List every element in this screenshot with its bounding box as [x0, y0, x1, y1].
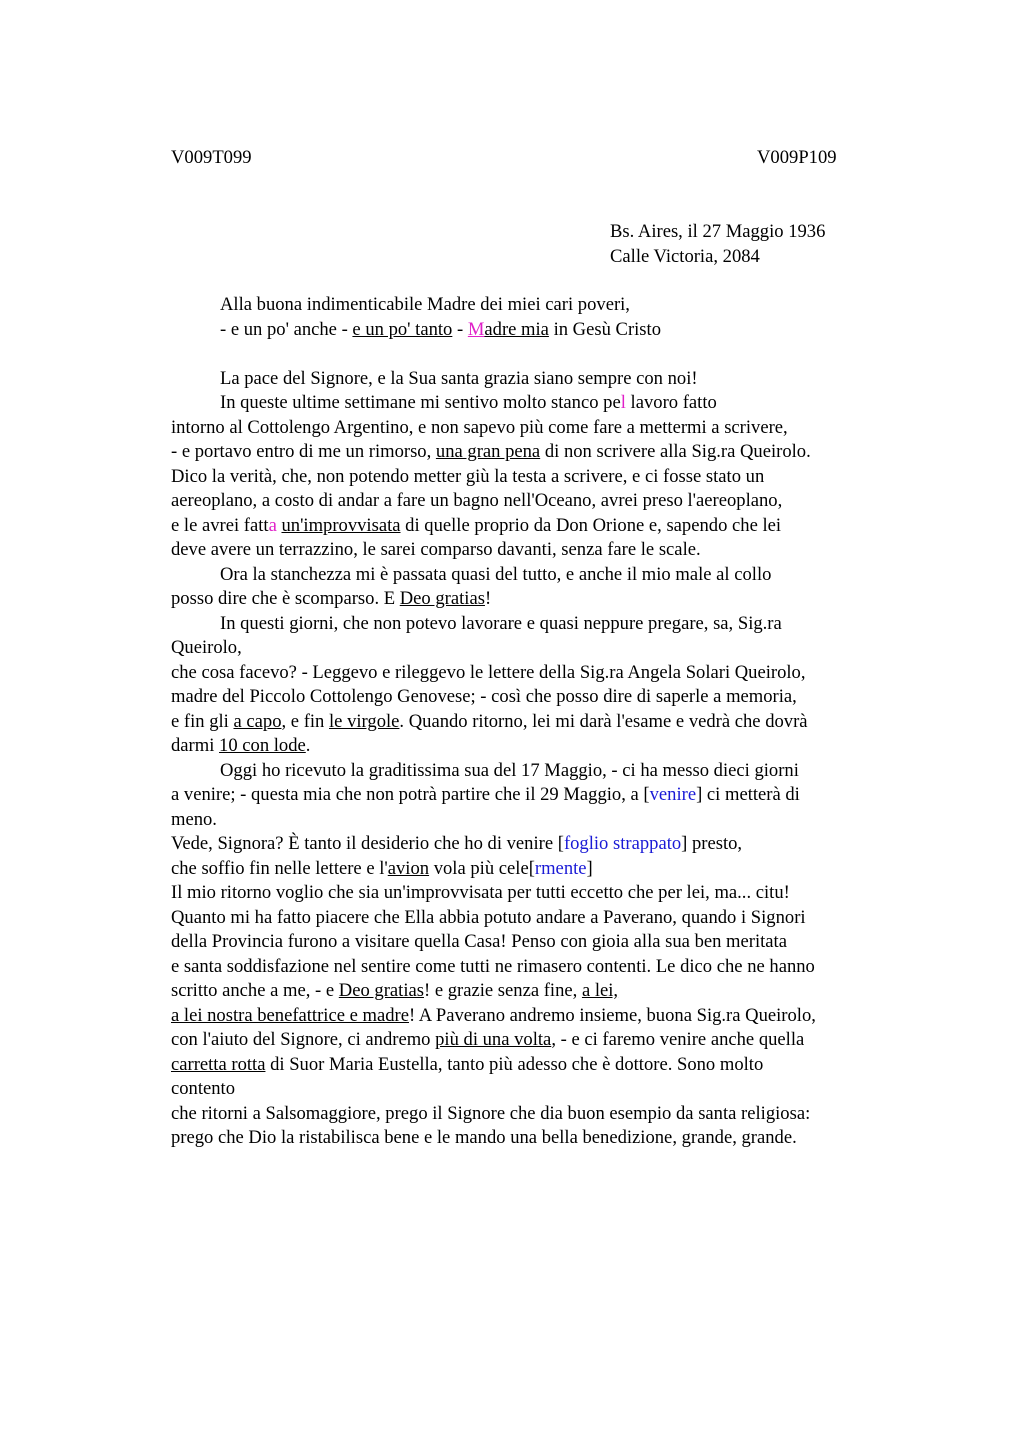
document-code-right: V009P109 — [757, 147, 837, 168]
text-line: La pace del Signore, e la Sua santa grazia siano sempre con noi! — [220, 367, 698, 389]
text-line: carretta rotta di Suor Maria Eustella, tanto più adesso che è dottore. Sono molto — [171, 1053, 764, 1075]
text-line: intorno al Cottolengo Argentino, e non sapevo più come fare a mettermi a scrivere, — [171, 416, 788, 438]
text-line: che ritorni a Salsomaggiore, prego il Signore che dia buon esempio da santa religiosa: — [171, 1102, 811, 1124]
text-line: madre del Piccolo Cottolengo Genovese; - così che posso dire di saperle a memoria, — [171, 686, 797, 707]
text-line: Vede, Signora? È tanto il desiderio che ho di venire [foglio strappato] presto, — [171, 833, 743, 854]
text-line: Ora la stanchezza mi è passata quasi del tutto, e anche il mio male al collo — [220, 563, 772, 585]
text-line: Quanto mi ha fatto piacere che Ella abbia potuto andare a Paverano, quando i Signori — [171, 906, 806, 928]
place-date-block — [610, 220, 825, 269]
text-line: e le avrei fatta un'improvvisata di quelle proprio da Don Orione e, sapendo che lei — [171, 514, 782, 536]
letter-body — [171, 293, 931, 1151]
document-code-left: V009T099 — [171, 147, 252, 168]
text-line: In questi giorni, che non potevo lavorare e quasi neppure pregare, sa, Sig.ra — [220, 612, 782, 634]
text-line: meno. — [171, 808, 217, 830]
blank-line — [171, 342, 931, 367]
text-line: Dico la verità, che, non potendo metter giù la testa a scrivere, e ci fosse stato un — [171, 465, 765, 487]
text-line: e santa soddisfazione nel sentire come tutti ne rimasero contenti. Le dico che ne hanno — [171, 955, 815, 977]
salutation-line: Alla buona indimenticabile Madre dei miei cari poveri, — [220, 294, 630, 315]
text-line: che cosa facevo? - Leggevo e rileggevo le lettere della Sig.ra Angela Solari Queirolo, — [171, 661, 806, 683]
salutation-line: - e un po' anche - e un po' tanto - Madre mia in Gesù Cristo — [220, 318, 662, 340]
text-line: Oggi ho ricevuto la graditissima sua del 17 Maggio, - ci ha messo dieci giorni — [220, 759, 799, 781]
place-date: Bs. Aires, il 27 Maggio 1936 — [610, 221, 826, 242]
text-line: In queste ultime settimane mi sentivo molto stanco pel lavoro fatto — [220, 392, 717, 413]
text-line: - e portavo entro di me un rimorso, una gran pena di non scrivere alla Sig.ra Queirolo. — [171, 441, 811, 462]
address: Calle Victoria, 2084 — [610, 245, 760, 267]
text-line: posso dire che è scomparso. E Deo gratias! — [171, 588, 492, 609]
text-line: aereoplano, a costo di andar a fare un bagno nell'Oceano, avrei preso l'aereoplano, — [171, 490, 783, 511]
text-line: darmi 10 con lode. — [171, 735, 311, 756]
text-line: prego che Dio la ristabilisca bene e le mando una bella benedizione, grande, grande. — [171, 1127, 797, 1148]
text-line: a venire; - questa mia che non potrà partire che il 29 Maggio, a [venire] ci metterà di — [171, 784, 800, 805]
text-line: Il mio ritorno voglio che sia un'improvvisata per tutti eccetto che per lei, ma... citu! — [171, 882, 790, 903]
text-line: deve avere un terrazzino, le sarei comparso davanti, senza fare le scale. — [171, 539, 701, 560]
text-line: Queirolo, — [171, 637, 242, 658]
text-line: a lei nostra benefattrice e madre! A Paverano andremo insieme, buona Sig.ra Queirolo, — [171, 1004, 816, 1026]
text-line: scritto anche a me, - e Deo gratias! e grazie senza fine, a lei, — [171, 980, 619, 1001]
text-line: contento — [171, 1078, 236, 1099]
text-line: della Provincia furono a visitare quella Casa! Penso con gioia alla sua ben meritata — [171, 931, 787, 952]
text-line: con l'aiuto del Signore, ci andremo più di una volta, - e ci faremo venire anche quella — [171, 1029, 805, 1050]
text-line: che soffio fin nelle lettere e l'avion vola più cele[rmente] — [171, 857, 593, 879]
text-line: e fin gli a capo, e fin le virgole. Quando ritorno, lei mi darà l'esame e vedrà che dovrà — [171, 710, 808, 732]
